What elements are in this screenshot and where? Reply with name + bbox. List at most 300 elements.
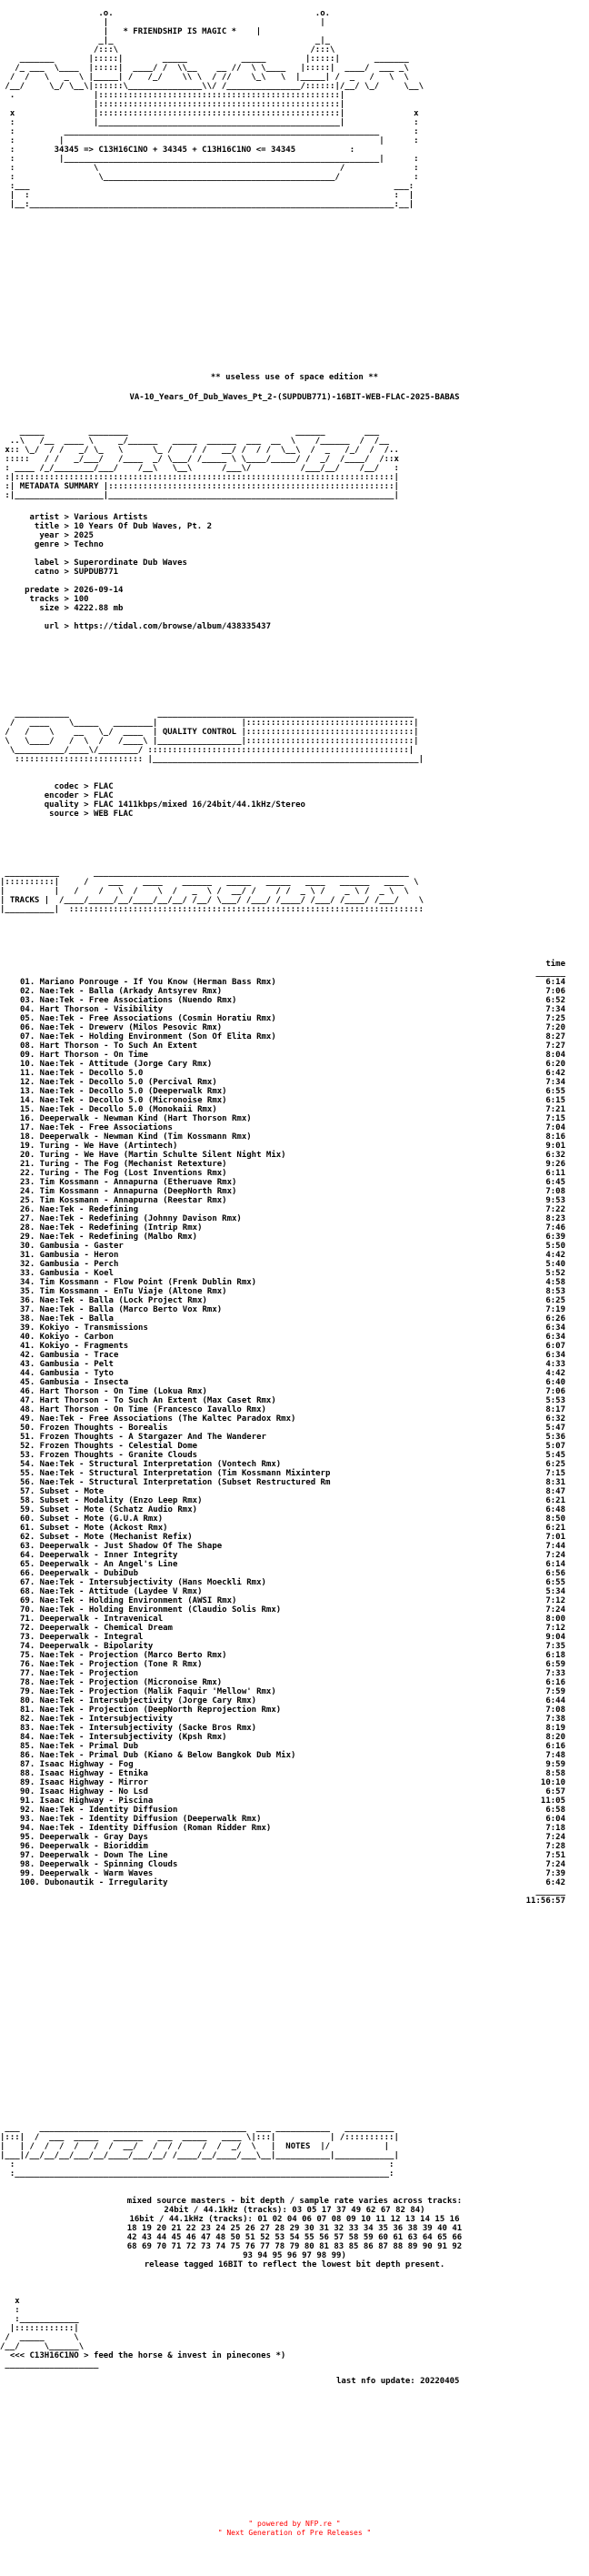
tracklist: [20, 960, 569, 1906]
track-row: [20, 1187, 565, 1196]
track-title: 22. Turing - The Fog (Lost Inventions Rmx): [20, 1169, 227, 1178]
track-title: 53. Frozen Thoughts - Granite Clouds: [20, 1451, 198, 1460]
track-title: 100. Dubonautik - Irregularity: [20, 1878, 168, 1887]
track-title: 75. Nae:Tek - Projection (Marco Berto Rmx): [20, 1651, 227, 1660]
track-row: [20, 1278, 565, 1287]
track-time: 6:42: [545, 1069, 565, 1078]
track-time: 8:27: [545, 1032, 565, 1041]
track-row: [20, 1624, 565, 1633]
track-title: 86. Nae:Tek - Primal Dub (Kiano & Below Bangkok Dub Mix): [20, 1751, 296, 1760]
track-time: 8:00: [545, 1615, 565, 1624]
track-time: 6:52: [545, 996, 565, 1005]
track-time: 6:39: [545, 1233, 565, 1242]
track-time: 4:33: [545, 1360, 565, 1369]
metadata-section: [0, 428, 589, 631]
track-title: 68. Nae:Tek - Attitude (Laydee V Rmx): [20, 1587, 203, 1596]
track-title: 61. Subset - Mote (Ackost Rmx): [20, 1524, 168, 1533]
track-title: 41. Kokiyo - Fragments: [20, 1342, 129, 1351]
track-row: [20, 978, 565, 987]
outro-art: x : :____________ |::::::::::::| / _____ \ /__/ \______\ <<< C13H16C1NO > feed the horse & invest in pinecones *) ___________________: [0, 2297, 286, 2370]
meta-label: Superordinate Dub Waves: [74, 558, 187, 568]
track-title: 56. Nae:Tek - Structural Interpretation (Subset Restructured Rm: [20, 1478, 331, 1487]
track-time: 8:53: [545, 1287, 565, 1296]
track-row: [20, 1469, 565, 1478]
meta-size: 4222.88 mb: [74, 604, 124, 613]
meta-predate: 2026-09-14: [74, 586, 124, 595]
track-title: 02. Nae:Tek - Balla (Arkady Antsyrev Rmx): [20, 987, 223, 996]
track-row: [20, 1596, 565, 1605]
track-row: [20, 1524, 565, 1533]
track-title: 38. Nae:Tek - Balla: [20, 1314, 114, 1323]
track-title: 50. Frozen Thoughts - Borealis: [20, 1424, 168, 1433]
track-time: 7:15: [545, 1469, 565, 1478]
track-row: [20, 1242, 565, 1251]
track-title: 69. Nae:Tek - Holding Environment (AWSI Rmx): [20, 1596, 237, 1605]
track-row: [20, 1205, 565, 1214]
track-time: 5:36: [545, 1433, 565, 1442]
track-title: 31. Gambusia - Heron: [20, 1251, 119, 1260]
notes-title: NOTES: [285, 2142, 311, 2151]
track-title: 44. Gambusia - Tyto: [20, 1369, 114, 1378]
track-row: [20, 1715, 565, 1724]
track-row: [20, 1451, 565, 1460]
track-title: 91. Isaac Highway - Piscina: [20, 1796, 154, 1806]
track-time: 6:14: [545, 1560, 565, 1569]
track-title: 33. Gambusia - Koel: [20, 1269, 114, 1278]
track-time: 6:32: [545, 1151, 565, 1160]
track-title: 01. Mariano Ponrouge - If You Know (Herman Bass Rmx): [20, 978, 276, 987]
track-row: [20, 1069, 565, 1078]
track-time: 9:59: [545, 1760, 565, 1769]
track-time: 6:59: [545, 1660, 565, 1669]
track-row: [20, 1733, 565, 1742]
track-row: [20, 1642, 565, 1651]
track-time: 6:21: [545, 1524, 565, 1533]
track-time: 6:07: [545, 1342, 565, 1351]
track-time: 6:25: [545, 1296, 565, 1305]
track-time: 9:04: [545, 1633, 565, 1642]
track-time: 7:24: [545, 1833, 565, 1842]
track-row: [20, 1560, 565, 1569]
track-title: 21. Turing - The Fog (Mechanist Retexture): [20, 1160, 227, 1169]
track-time: 8:20: [545, 1733, 565, 1742]
track-title: 63. Deeperwalk - Just Shadow Of The Shape: [20, 1542, 223, 1551]
track-title: 83. Nae:Tek - Intersubjectivity (Sacke Bros Rmx): [20, 1724, 257, 1733]
track-title: 13. Nae:Tek - Decollo 5.0 (Deeperwalk Rmx): [20, 1087, 227, 1096]
track-time: 6:16: [545, 1742, 565, 1751]
track-title: 19. Turing - We Have (Artintech): [20, 1142, 178, 1151]
track-row: [20, 1396, 565, 1405]
track-row: [20, 1096, 565, 1105]
track-time: 5:34: [545, 1587, 565, 1596]
track-time: 6:14: [545, 978, 565, 987]
track-time: 7:24: [545, 1860, 565, 1869]
track-row: [20, 1251, 565, 1260]
track-time: 9:01: [545, 1142, 565, 1151]
meta-url[interactable]: https://tidal.com/browse/album/438335437: [74, 622, 272, 631]
track-title: 48. Hart Thorson - On Time (Francesco Iavallo Rmx): [20, 1405, 266, 1414]
track-time: 7:48: [545, 1751, 565, 1760]
track-time: 6:18: [545, 1651, 565, 1660]
track-title: 14. Nae:Tek - Decollo 5.0 (Micronoise Rmx): [20, 1096, 227, 1105]
notes-line: 68 69 70 71 72 73 74 75 76 77 78 79 80 81 83 85 86 87 88 89 90 91 92: [126, 2242, 463, 2251]
banner-text: * FRIENDSHIP IS MAGIC *: [123, 27, 237, 36]
outro-tagline: <<< C13H16C1NO > feed the horse & invest in pinecones *): [9, 2351, 286, 2360]
track-row: [20, 1114, 565, 1123]
track-row: [20, 1569, 565, 1578]
track-time: 7:04: [545, 1123, 565, 1132]
qc-encoder: FLAC: [93, 791, 114, 800]
notes-line: 16bit / 44.1kHz (tracks): 01 02 04 06 07 08 09 10 11 12 13 14 15 16: [129, 2215, 460, 2224]
track-time: 5:50: [545, 1242, 565, 1251]
track-title: 80. Nae:Tek - Intersubjectivity (Jorge Cary Rmx): [20, 1696, 257, 1706]
tracks-header-art: ___________ ________________________________________________________________ |::::::::::| / ___ ____ ______ _____ _____ ____ ______ ____ \ | | / / \ / \ / _ \ / __/ / / / _ \ / _ \ / _ \ \ | TRACKS | /____/_____/__/____/__/__/ /__/ \___/ /___/ /____/ /___/ /____/ /___/ \ |__________| ::::::::::::::::::::::::::::::::::::::::::::::::::::::::::::::::::::::::: [0, 869, 424, 914]
meta-genre: Techno: [74, 540, 104, 549]
track-title: 52. Frozen Thoughts - Celestial Dome: [20, 1442, 198, 1451]
qc-source: WEB FLAC: [93, 810, 134, 819]
track-title: 84. Nae:Tek - Intersubjectivity (Kpsh Rmx): [20, 1733, 227, 1742]
track-row: [20, 1305, 565, 1314]
track-time: 6:15: [545, 1096, 565, 1105]
qc-quality: FLAC 1411kbps/mixed 16/24bit/44.1kHz/Stereo: [93, 800, 305, 810]
notes-header-art: ___ __________________________________________ ___ ___________ __________ |:::| / ___ _____ ______ ___ _____ ____ \|:::| | /::::::::::| | | / / / / / / __/ / / / / / _/ \ | NOTES |/ | |___|/__/__/__/___/__/____/___/__/ /____/__/____/___\__|___________|____________| : : :____________________________________________________________________________:: [0, 2124, 399, 2179]
track-row: [20, 1360, 565, 1369]
track-time: 6:04: [545, 1815, 565, 1824]
track-row: [20, 1005, 565, 1014]
track-time: 7:21: [545, 1105, 565, 1114]
track-title: 24. Tim Kossmann - Annapurna (DeepNorth Rmx): [20, 1187, 237, 1196]
quality-fields: codec > FLAC encoder > FLAC quality > FLAC 1411kbps/mixed 16/24bit/44.1kHz/Stereo source > WEB FLAC: [0, 782, 305, 819]
track-title: 04. Hart Thorson - Visibility: [20, 1005, 164, 1014]
track-row: [20, 1041, 565, 1051]
track-time: 6:11: [545, 1169, 565, 1178]
track-time: 7:38: [545, 1715, 565, 1724]
track-time: 7:24: [545, 1605, 565, 1615]
track-row: [20, 1778, 565, 1787]
track-row: [20, 1405, 565, 1414]
track-title: 23. Tim Kossmann - Annapurna (Etheruave Rmx): [20, 1178, 237, 1187]
footer-line-2: " Next Generation of Pre Releases ": [217, 2529, 372, 2537]
track-title: 35. Tim Kossmann - EnTu Viaje (Altone Rmx): [20, 1287, 227, 1296]
track-time: 8:04: [545, 1051, 565, 1060]
track-title: 67. Nae:Tek - Intersubjectivity (Hans Moeckli Rmx): [20, 1578, 266, 1587]
track-row: [20, 1842, 565, 1851]
track-time: 7:15: [545, 1114, 565, 1123]
track-title: 06. Nae:Tek - Drewerv (Milos Pesovic Rmx): [20, 1023, 223, 1032]
track-row: [20, 1651, 565, 1660]
meta-catno: SUPDUB771: [74, 568, 119, 577]
track-time: 6:55: [545, 1087, 565, 1096]
track-title: 72. Deeperwalk - Chemical Dream: [20, 1624, 173, 1633]
notes-line: 18 19 20 21 22 23 24 25 26 27 28 29 30 31 32 33 34 35 36 38 39 40 41: [126, 2224, 463, 2233]
track-time: 8:47: [545, 1487, 565, 1496]
track-row: [20, 1078, 565, 1087]
track-row: [20, 1178, 565, 1187]
track-time: 6:40: [545, 1378, 565, 1387]
track-time: 7:27: [545, 1041, 565, 1051]
meta-title: 10 Years Of Dub Waves, Pt. 2: [74, 522, 212, 531]
track-title: 73. Deeperwalk - Integral: [20, 1633, 144, 1642]
track-row: [20, 1032, 565, 1041]
track-title: 32. Gambusia - Perch: [20, 1260, 119, 1269]
track-time: 7:35: [545, 1642, 565, 1651]
track-row: [20, 1214, 565, 1223]
track-title: 37. Nae:Tek - Balla (Marco Berto Vox Rmx): [20, 1305, 223, 1314]
tracks-title: TRACKS: [9, 896, 40, 905]
track-row: [20, 1860, 565, 1869]
track-time: 6:57: [545, 1787, 565, 1796]
track-time: 5:52: [545, 1269, 565, 1278]
track-time: 7:12: [545, 1624, 565, 1633]
track-time: 5:45: [545, 1451, 565, 1460]
crew-line: 34345 => C13H16C1NO + 34345 + C13H16C1NO <= 34345: [54, 146, 296, 155]
track-row: [20, 987, 565, 996]
notes-line: mixed source masters - bit depth / sample rate varies across tracks:: [126, 2197, 463, 2206]
track-title: 95. Deeperwalk - Gray Days: [20, 1833, 148, 1842]
track-row: [20, 1496, 565, 1505]
track-title: 65. Deeperwalk - An Angel's Line: [20, 1560, 178, 1569]
track-row: [20, 1833, 565, 1842]
track-title: 51. Frozen Thoughts - A Stargazer And The Wanderer: [20, 1433, 266, 1442]
track-row: [20, 1296, 565, 1305]
track-list: [20, 978, 569, 1887]
notes-line: 93 94 95 96 97 98 99): [243, 2251, 346, 2260]
track-title: 92. Nae:Tek - Identity Diffusion: [20, 1806, 178, 1815]
track-row: [20, 1233, 565, 1242]
track-row: [20, 1378, 565, 1387]
track-time: 7:25: [545, 1014, 565, 1023]
track-time: 8:58: [545, 1769, 565, 1778]
track-time: 6:16: [545, 1678, 565, 1687]
track-time: 7:34: [545, 1078, 565, 1087]
track-time: 5:53: [545, 1396, 565, 1405]
track-title: 05. Nae:Tek - Free Associations (Cosmin Horatiu Rmx): [20, 1014, 276, 1023]
track-title: 17. Nae:Tek - Free Associations: [20, 1123, 173, 1132]
track-title: 87. Isaac Highway - Fog: [20, 1760, 134, 1769]
meta-artist: Various Artists: [74, 513, 148, 522]
notes-line: 24bit / 44.1kHz (tracks): 03 05 17 37 49 62 67 82 84): [164, 2206, 425, 2215]
track-title: 54. Nae:Tek - Structural Interpretation (Vontech Rmx): [20, 1460, 282, 1469]
track-time: 4:42: [545, 1369, 565, 1378]
track-row: [20, 1287, 565, 1296]
track-row: [20, 1514, 565, 1524]
track-title: 88. Isaac Highway - Etnika: [20, 1769, 148, 1778]
track-time: 6:21: [545, 1496, 565, 1505]
track-title: 85. Nae:Tek - Primal Dub: [20, 1742, 139, 1751]
track-title: 07. Nae:Tek - Holding Environment (Son Of Elita Rmx): [20, 1032, 276, 1041]
track-time: 6:26: [545, 1314, 565, 1323]
footer: [0, 2520, 589, 2538]
track-time: 6:34: [545, 1333, 565, 1342]
track-row: [20, 1878, 565, 1887]
track-row: [20, 1414, 565, 1424]
notes-line: release tagged 16BIT to reflect the lowest bit depth present.: [144, 2260, 445, 2269]
track-time: 9:53: [545, 1196, 565, 1205]
track-time: 7:28: [545, 1842, 565, 1851]
notes-section: [0, 2124, 589, 2179]
track-row: [20, 1605, 565, 1615]
notes-line: 42 43 44 45 46 47 48 50 51 52 53 54 55 56 57 58 59 60 61 63 64 65 66: [126, 2233, 463, 2242]
track-row: [20, 1442, 565, 1451]
track-row: [20, 1505, 565, 1514]
track-title: 16. Deeperwalk - Newman Kind (Hart Thorson Rmx): [20, 1114, 252, 1123]
track-time: 8:19: [545, 1724, 565, 1733]
track-title: 30. Gambusia - Gaster: [20, 1242, 124, 1251]
track-title: 12. Nae:Tek - Decollo 5.0 (Percival Rmx): [20, 1078, 217, 1087]
track-time: 6:56: [545, 1569, 565, 1578]
track-row: [20, 1706, 565, 1715]
track-title: 59. Subset - Mote (Schatz Audio Rmx): [20, 1505, 198, 1514]
track-title: 28. Nae:Tek - Redefining (Intrip Rmx): [20, 1223, 203, 1233]
track-title: 18. Deeperwalk - Newman Kind (Tim Kossmann Rmx): [20, 1132, 252, 1142]
release-name: VA-10_Years_Of_Dub_Waves_Pt_2-(SUPDUB771)-16BIT-WEB-FLAC-2025-BABAS: [129, 393, 460, 402]
time-rule: ______: [535, 969, 565, 978]
track-row: [20, 1132, 565, 1142]
track-time: 5:07: [545, 1442, 565, 1451]
quality-header-art: ___________ ____________________________________________________ / ____ \_____ ________| |::::::::::::::::::::::::::::::::::| / / \ __ \_/ ____ | QUALITY CONTROL |::::::::::::::::::::::::::::::::::| \ \____/ / \ / /____\ |_________________|::::::::::::::::::::::::::::::::::| \__________/____\/________/ :::::::::::::::::::::::::::::::::::::::::::::::::::::| :::::::::::::::::::::::::: |______________________________________________________|: [5, 709, 424, 764]
track-time: 5:40: [545, 1260, 565, 1269]
track-row: [20, 1333, 565, 1342]
track-title: 66. Deeperwalk - DubiDub: [20, 1569, 139, 1578]
track-row: [20, 1660, 565, 1669]
track-row: [20, 1806, 565, 1815]
track-row: [20, 1542, 565, 1551]
track-row: [20, 1678, 565, 1687]
track-time: 6:34: [545, 1351, 565, 1360]
track-title: 49. Nae:Tek - Free Associations (The Kaltec Paradox Rmx): [20, 1414, 296, 1424]
track-title: 25. Tim Kossmann - Annapurna (Reestar Rmx): [20, 1196, 227, 1205]
track-row: [20, 1351, 565, 1360]
track-row: [20, 1587, 565, 1596]
track-time: 6:20: [545, 1060, 565, 1069]
track-time: 7:08: [545, 1706, 565, 1715]
track-title: 34. Tim Kossmann - Flow Point (Frenk Dublin Rmx): [20, 1278, 257, 1287]
track-title: 45. Gambusia - Insecta: [20, 1378, 129, 1387]
track-row: [20, 1478, 565, 1487]
track-title: 94. Nae:Tek - Identity Diffusion (Roman Ridder Rmx): [20, 1824, 272, 1833]
notes-body: [0, 2197, 589, 2269]
track-time: 9:26: [545, 1160, 565, 1169]
track-row: [20, 1724, 565, 1733]
track-title: 42. Gambusia - Trace: [20, 1351, 119, 1360]
track-time: 11:05: [540, 1796, 565, 1806]
track-time: 8:31: [545, 1478, 565, 1487]
track-time: 6:25: [545, 1460, 565, 1469]
track-title: 82. Nae:Tek - Intersubjectivity: [20, 1715, 173, 1724]
track-time: 7:22: [545, 1205, 565, 1214]
track-title: 93. Nae:Tek - Identity Diffusion (Deeperwalk Rmx): [20, 1815, 262, 1824]
track-title: 39. Kokiyo - Transmissions: [20, 1323, 148, 1333]
track-time: 7:34: [545, 1005, 565, 1014]
track-title: 40. Kokiyo - Carbon: [20, 1333, 114, 1342]
track-title: 90. Isaac Highway - No Lsd: [20, 1787, 148, 1796]
track-title: 36. Nae:Tek - Balla (Lock Project Rmx): [20, 1296, 207, 1305]
track-time: 7:19: [545, 1305, 565, 1314]
track-title: 98. Deeperwalk - Spinning Clouds: [20, 1860, 178, 1869]
header-ascii-art: .o. .o. | | | * FRIENDSHIP IS MAGIC * | _|_ _|_ /:::\ /:::\ _______ |:::::| _____ _____ |:::::| _______ /_ ___ \____ |:::::| ____/ / \\__ __ // \ \____ |:::::| ____/ ___ _\ / / \ _ \ |_____| / /_/ \\ \ / // \_\ \ |_____| / _ / \ \ /__/ \_/ \__\|::::::\_______________\\/ /_______________/::::::|/__/ \_/ \__\ . |:::::::::::::::::::::::::::::::::::::::::::::::::| |:::::::::::::::::::::::::::::::::::::::::::::::::| x |:::::::::::::::::::::::::::::::::::::::::::::::::| x : |_________________________________________________| : : ________________________________________________________________ : : | | : : 34345 => C13H16C1NO + 34345 + C13H16C1NO <= 34345 : : |________________________________________________________________| : : \ / : : \_______________________________________________/ : :___ ___: | : : | |__:__________________________________________________________________________:__|: [5, 9, 424, 209]
time-header: time: [545, 960, 565, 969]
header-art: [0, 9, 589, 209]
track-title: 58. Subset - Modality (Enzo Leep Rmx): [20, 1496, 203, 1505]
track-row: [20, 1460, 565, 1469]
track-row: [20, 1424, 565, 1433]
track-title: 11. Nae:Tek - Decollo 5.0: [20, 1069, 144, 1078]
quality-section: [0, 709, 589, 819]
track-time: 7:01: [545, 1533, 565, 1542]
track-title: 74. Deeperwalk - Bipolarity: [20, 1642, 154, 1651]
track-time: 8:23: [545, 1214, 565, 1223]
track-title: 71. Deeperwalk - Intravenical: [20, 1615, 164, 1624]
track-time: 8:16: [545, 1132, 565, 1142]
metadata-header-art: _____ ________ ______ ___ ..\ /__ ____ \ _/______ _____ ______ ___ __ \ /______ / /__ x:: \_/ / / _/ \_ \ \_ / / / __/ / / / \__\ / _ /_/ / /.. ::::: / / _/___/ /____ _/ \___/ /_____ \ \____/_____/ / _/ /____/ /::x : ____ /_/________/___/ /__\ \__\ /___\/ /___/__/ /__/ : :|:::::::::::::::::::::::::::::::::::::::::::::::::::::::::::::::::::::::::::::| :| METADATA SUMMARY |::::::::::::::::::::::::::::::::::::::::::::::::::::::::::| :|__________________|__________________________________________________________|: [5, 428, 399, 500]
track-row: [20, 1796, 565, 1806]
track-title: 47. Hart Thorson - To Such An Extent (Max Caset Rmx): [20, 1396, 276, 1405]
track-row: [20, 1669, 565, 1678]
track-title: 08. Hart Thorson - To Such An Extent: [20, 1041, 198, 1051]
track-title: 99. Deeperwalk - Warm Waves: [20, 1869, 154, 1878]
track-time: 8:50: [545, 1514, 565, 1524]
track-time: 6:42: [545, 1878, 565, 1887]
track-title: 15. Nae:Tek - Decollo 5.0 (Monokaii Rmx): [20, 1105, 217, 1114]
track-time: 6:58: [545, 1806, 565, 1815]
track-time: 6:55: [545, 1578, 565, 1587]
track-time: 8:17: [545, 1405, 565, 1414]
track-title: 97. Deeperwalk - Down The Line: [20, 1851, 168, 1860]
track-title: 70. Nae:Tek - Holding Environment (Claudio Solis Rmx): [20, 1605, 282, 1615]
track-title: 46. Hart Thorson - On Time (Lokua Rmx): [20, 1387, 207, 1396]
track-row: [20, 1769, 565, 1778]
track-row: [20, 1696, 565, 1706]
track-title: 76. Nae:Tek - Projection (Tone R Rmx): [20, 1660, 203, 1669]
track-row: [20, 1260, 565, 1269]
track-time: 4:42: [545, 1251, 565, 1260]
track-time: 6:32: [545, 1414, 565, 1424]
metadata-fields: artist > Various Artists title > 10 Years Of Dub Waves, Pt. 2 year > 2025 genre > Techno label > Superordinate Dub Waves catno > SUPDUB771 predate > 2026-09-14 tracks > 100 size > 4222.88 mb url > https://tidal.com/browse/album/438335437: [0, 513, 272, 631]
track-row: [20, 1014, 565, 1023]
track-row: [20, 1151, 565, 1160]
track-time: 7:24: [545, 1551, 565, 1560]
track-row: [20, 1578, 565, 1587]
track-time: 10:10: [540, 1778, 565, 1787]
track-time: 7:33: [545, 1669, 565, 1678]
total-time: 11:56:57: [525, 1897, 565, 1906]
track-row: [20, 1751, 565, 1760]
track-row: [20, 1323, 565, 1333]
track-row: [20, 1160, 565, 1169]
track-row: [20, 1314, 565, 1323]
track-time: 7:20: [545, 1023, 565, 1032]
track-time: 7:12: [545, 1596, 565, 1605]
track-row: [20, 1760, 565, 1769]
track-title: 77. Nae:Tek - Projection: [20, 1669, 139, 1678]
track-row: [20, 1142, 565, 1151]
track-title: 78. Nae:Tek - Projection (Micronoise Rmx): [20, 1678, 223, 1687]
last-update: last nfo update: 20220405: [336, 2377, 460, 2386]
track-row: [20, 996, 565, 1005]
tracks-section: [0, 869, 589, 914]
track-title: 26. Nae:Tek - Redefining: [20, 1205, 139, 1214]
track-row: [20, 1369, 565, 1378]
track-row: [20, 1123, 565, 1132]
edition-line-block: [0, 373, 589, 382]
track-time: 7:44: [545, 1542, 565, 1551]
track-time: 6:45: [545, 1178, 565, 1187]
track-row: [20, 1269, 565, 1278]
track-time: 7:46: [545, 1223, 565, 1233]
track-row: [20, 1742, 565, 1751]
footer-line-1: " powered by NFP.re ": [248, 2520, 341, 2528]
track-title: 29. Nae:Tek - Redefining (Malbo Rmx): [20, 1233, 198, 1242]
